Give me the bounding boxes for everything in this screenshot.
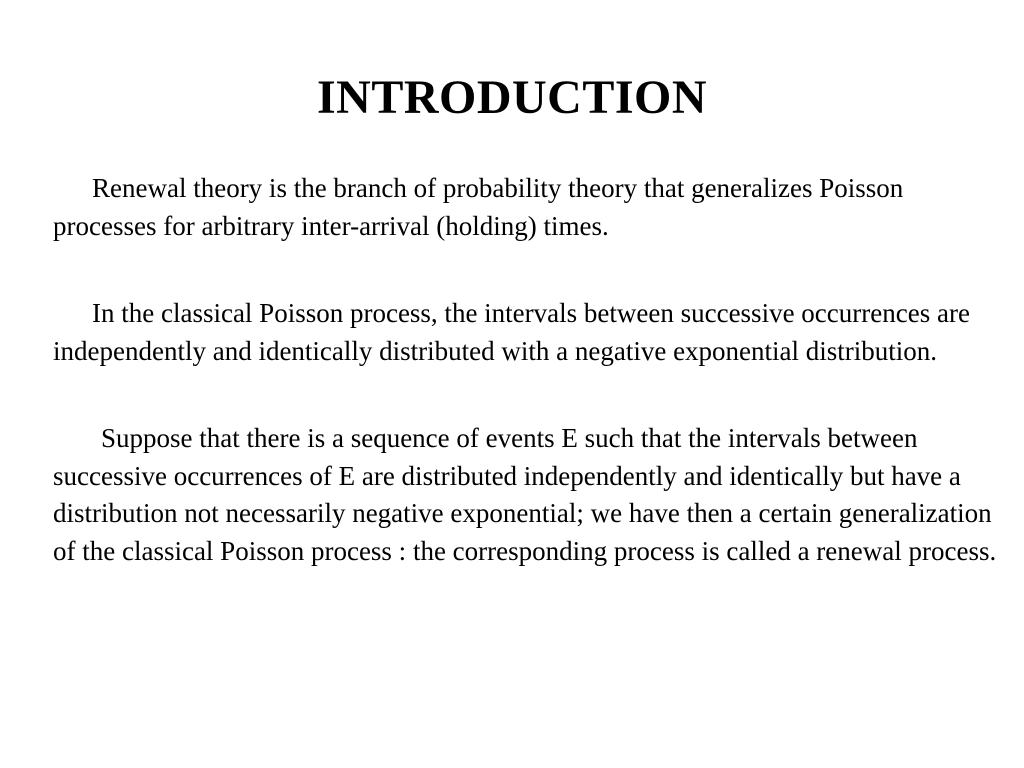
paragraph-classical-poisson: In the classical Poisson process, the intervals between successive occurrences are independently and identically distributed with a negative exponential distribution.: [53, 298, 970, 366]
paragraph-renewal-theory: Renewal theory is the branch of probability theory that generalizes Poisson processes for arbitrary inter-arrival (holding) times.: [53, 173, 904, 241]
paragraph-renewal-process: Suppose that there is a sequence of events E such that the intervals between successive occurrences of E are distributed independently and identically but have a distribution not necessarily negative exponential; we have then a certain generalization of the classical Poisson process : the corresponding process is called a renewal process.: [53, 423, 997, 566]
slide-body: [53, 170, 1003, 620]
slide-title: INTRODUCTION: [316, 71, 708, 124]
